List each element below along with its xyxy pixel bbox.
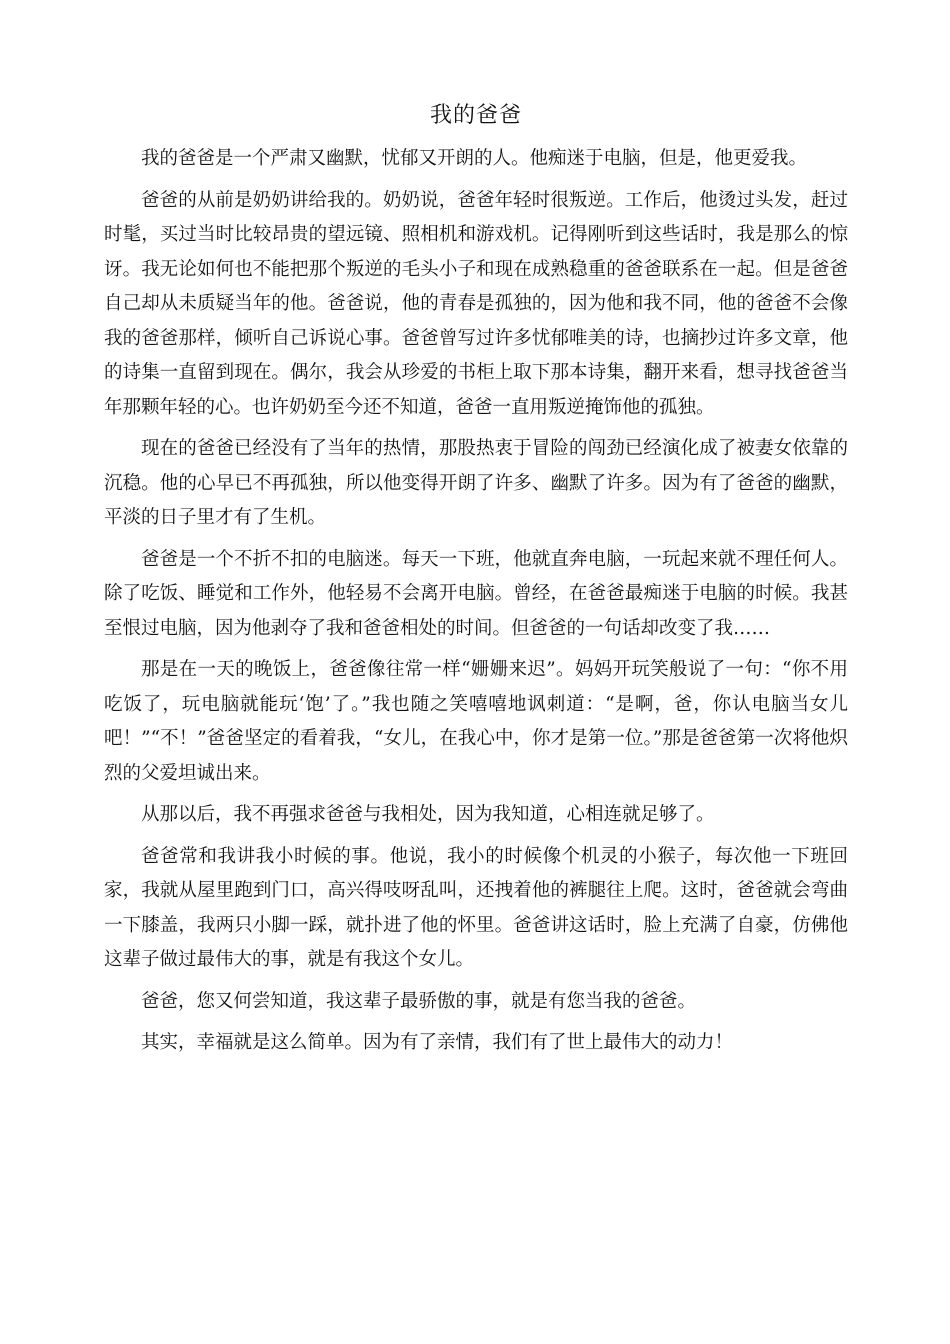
paragraph-3: 现在的爸爸已经没有了当年的热情，那股热衷于冒险的闯劲已经演化成了被妻女依靠的沉稳。他的心早已不再孤独，所以他变得开朗了许多、幽默了许多。因为有了爸爸的幽默，平淡的日子里才有了生机。 [104,438,848,528]
paragraph-8: 爸爸，您又何尝知道，我这辈子最骄傲的事，就是有您当我的爸爸。 [141,990,697,1012]
document-page [104,100,848,1068]
paragraph-1: 我的爸爸是一个严肃又幽默，忧郁又开朗的人。他痴迷于电脑，但是，他更爱我。 [141,148,808,169]
paragraph-2: 爸爸的从前是奶奶讲给我的。奶奶说，爸爸年轻时很叛逆。工作后，他烫过头发，赶过时髦，买过当时比较昂贵的望远镜、照相机和游戏机。记得刚听到这些话时，我是那么的惊讶。我无论如何也不能把那个叛逆的毛头小子和现在成熟稳重的爸爸联系在一起。但是爸爸自己却从未质疑当年的他。爸爸说，他的青春是孤独的，因为他和我不同，他的爸爸不会像我的爸爸那样，倾听自己诉说心事。爸爸曾写过许多忧郁唯美的诗，也摘抄过许多文章，他的诗集一直留到现在。偶尔，我会从珍爱的书柜上取下那本诗集，翻开来看，想寻找爸爸当年那颗年轻的心。也许奶奶至今还不知道，爸爸一直用叛逆掩饰他的孤独。 [104,189,848,418]
paragraph-7: 爸爸常和我讲我小时候的事。他说，我小的时候像个机灵的小猴子，每次他一下班回家，我就从屋里跑到门口，高兴得吱呀乱叫，还拽着他的裤腿往上爬。这时，爸爸就会弯曲一下膝盖，我两只小脚一踩，就扑进了他的怀里。爸爸讲这话时，脸上充满了自豪，仿佛他这辈子做过最伟大的事，就是有我这个女儿。 [104,845,848,970]
paragraph-9: 其实，幸福就是这么简单。因为有了亲情，我们有了世上最伟大的动力！ [141,1032,734,1053]
paragraph-5: 那是在一天的晚饭上，爸爸像往常一样“姗姗来迟”。妈妈开玩笑般说了一句：“你不用吃饭了，玩电脑就能玩‘饱’了。”我也随之笑嘻嘻地讽刺道：“是啊，爸，你认电脑当女儿吧！”“不！”爸爸坚定的看着我，“女儿，在我心中，你才是第一位。”那是爸爸第一次将他炽烈的父爱坦诚出来。 [104,659,848,784]
paragraph-4: 爸爸是一个不折不扣的电脑迷。每天一下班，他就直奔电脑，一玩起来就不理任何人。除了吃饭、睡觉和工作外，他轻易不会离开电脑。曾经，在爸爸最痴迷于电脑的时候。我甚至恨过电脑，因为他剥夺了我和爸爸相处的时间。但爸爸的一句话却改变了我…… [104,548,848,639]
paragraph-6: 从那以后，我不再强求爸爸与我相处，因为我知道，心相连就足够了。 [141,804,715,825]
document-title: 我的爸爸 [429,103,522,128]
